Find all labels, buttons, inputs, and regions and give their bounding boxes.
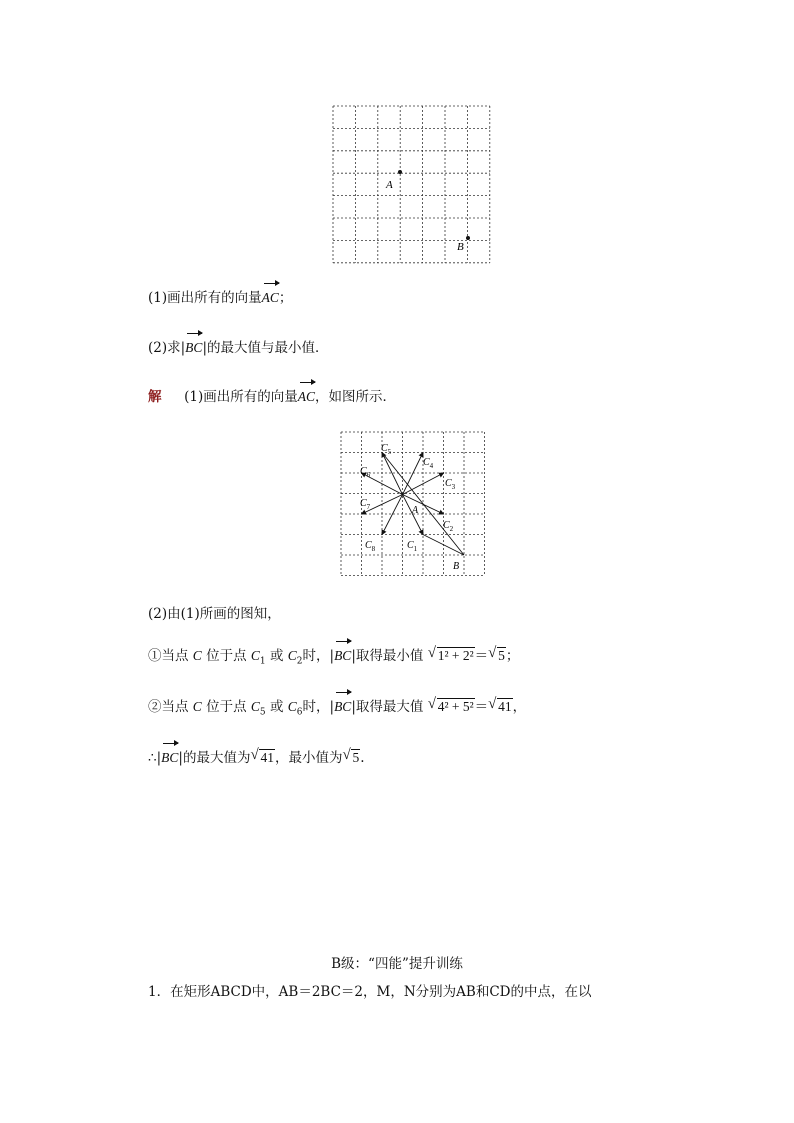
sqrt-41: √ 41 bbox=[488, 696, 512, 714]
solution-mark: 解 bbox=[148, 389, 162, 405]
question-part-1 bbox=[148, 288, 292, 308]
vector-ac-2: AC bbox=[298, 387, 315, 407]
vector-bc-case-1: BC bbox=[334, 646, 351, 666]
conclusion-prefix: ∴| bbox=[148, 750, 162, 766]
case-2-end: ， bbox=[512, 699, 527, 715]
case-1-end: ； bbox=[505, 648, 520, 664]
conclusion-max: 41 bbox=[260, 750, 274, 765]
case-1-tail: |取得最小值 bbox=[351, 648, 424, 664]
label-a: A bbox=[412, 505, 419, 516]
section-b-title: B级：“四能”提升训练 bbox=[331, 956, 463, 972]
solution-conclusion bbox=[148, 748, 365, 768]
case-2-point-c6: C bbox=[287, 699, 297, 714]
label-c2: $C_2$ bbox=[443, 520, 454, 533]
case-2-eq: ＝ bbox=[474, 699, 489, 715]
conclusion-end: . bbox=[360, 750, 365, 766]
vector-a-c5 bbox=[382, 453, 403, 495]
case-1-point-c2: C bbox=[287, 648, 297, 663]
case-2-or: 或 bbox=[269, 699, 284, 715]
grid-figure-2 bbox=[340, 431, 486, 581]
case-2-text: 位于点 bbox=[206, 699, 247, 715]
case-1-point-c1: C bbox=[250, 648, 260, 663]
case-1-radicand: 1² + 2² bbox=[437, 648, 474, 663]
vector-a-c8 bbox=[382, 495, 403, 535]
solution-case-2 bbox=[148, 697, 526, 723]
case-1-result: 5 bbox=[498, 648, 505, 663]
question-part-1-suffix: ； bbox=[278, 290, 293, 306]
sqrt-5-conclusion: √ 5 bbox=[342, 747, 360, 765]
grid-figure-1 bbox=[332, 104, 494, 264]
case-2-when: 时，| bbox=[302, 699, 335, 715]
case-1-eq: ＝ bbox=[474, 648, 489, 664]
case-1-text: 位于点 bbox=[206, 648, 247, 664]
case-2-point-c6-sub: 6 bbox=[296, 707, 303, 718]
label-c3: $C_3$ bbox=[445, 478, 456, 491]
case-2-tail: |取得最大值 bbox=[351, 699, 424, 715]
point-a bbox=[398, 170, 402, 174]
sqrt-1-plus-4: √ 1² + 2² bbox=[427, 645, 474, 663]
solution-line-2: (2)由(1)所画的图知， bbox=[148, 606, 281, 622]
problem-1: 1．在矩形ABCD中，AB＝2BC＝2，M，N分别为AB和CD的中点，在以 bbox=[148, 984, 592, 1000]
sqrt-41-conclusion: √ 41 bbox=[250, 747, 274, 765]
solution-line-1 bbox=[148, 387, 396, 407]
point-a-label: A bbox=[386, 179, 393, 191]
case-2-point-c5-sub: 5 bbox=[259, 707, 266, 718]
label-c7: $C_7$ bbox=[360, 498, 371, 511]
label-c4: $C_4$ bbox=[423, 457, 434, 470]
case-2-radicand: 4² + 5² bbox=[437, 699, 474, 714]
question-part-2-text: (2)求| bbox=[148, 340, 186, 356]
conclusion-text-2: ，最小值为 bbox=[274, 750, 343, 766]
label-c6: $C_6$ bbox=[360, 466, 371, 479]
point-b-label: B bbox=[457, 241, 464, 253]
case-1-point-c: C bbox=[192, 648, 202, 663]
vector-bc: BC bbox=[185, 338, 202, 358]
sqrt-5: √ 5 bbox=[488, 645, 505, 663]
vector-bc-conclusion: BC bbox=[161, 748, 178, 768]
question-part-2-suffix: |的最大值与最小值． bbox=[202, 340, 329, 356]
solution-line-1-text: (1)画出所有的向量 bbox=[184, 389, 298, 405]
case-2-prefix: ②当点 bbox=[148, 699, 189, 715]
vector-bc-case-2: BC bbox=[334, 697, 351, 717]
case-1-prefix: ①当点 bbox=[148, 648, 189, 664]
point-b bbox=[466, 236, 470, 240]
case-2-point-c: C bbox=[192, 699, 202, 714]
label-c8: $C_8$ bbox=[365, 540, 376, 553]
case-2-point-c5: C bbox=[250, 699, 260, 714]
question-part-2 bbox=[148, 338, 329, 358]
conclusion-min: 5 bbox=[352, 750, 360, 765]
vector-ac: AC bbox=[262, 288, 279, 308]
case-1-point-c1-sub: 1 bbox=[259, 656, 266, 667]
question-part-1-text: (1)画出所有的向量 bbox=[148, 290, 262, 306]
solution-case-1 bbox=[148, 646, 519, 672]
label-c5: $C_5$ bbox=[381, 443, 392, 456]
label-c1: $C_1$ bbox=[407, 540, 418, 553]
case-2-result: 41 bbox=[498, 699, 512, 714]
case-1-point-c2-sub: 2 bbox=[296, 656, 303, 667]
vector-a-c4 bbox=[403, 453, 424, 495]
label-b: B bbox=[453, 561, 460, 572]
conclusion-text: |的最大值为 bbox=[178, 750, 251, 766]
case-1-when: 时，| bbox=[302, 648, 335, 664]
case-1-or: 或 bbox=[269, 648, 284, 664]
sqrt-16-plus-25: √ 4² + 5² bbox=[427, 696, 474, 714]
solution-line-1-suffix: ，如图所示． bbox=[314, 389, 396, 405]
